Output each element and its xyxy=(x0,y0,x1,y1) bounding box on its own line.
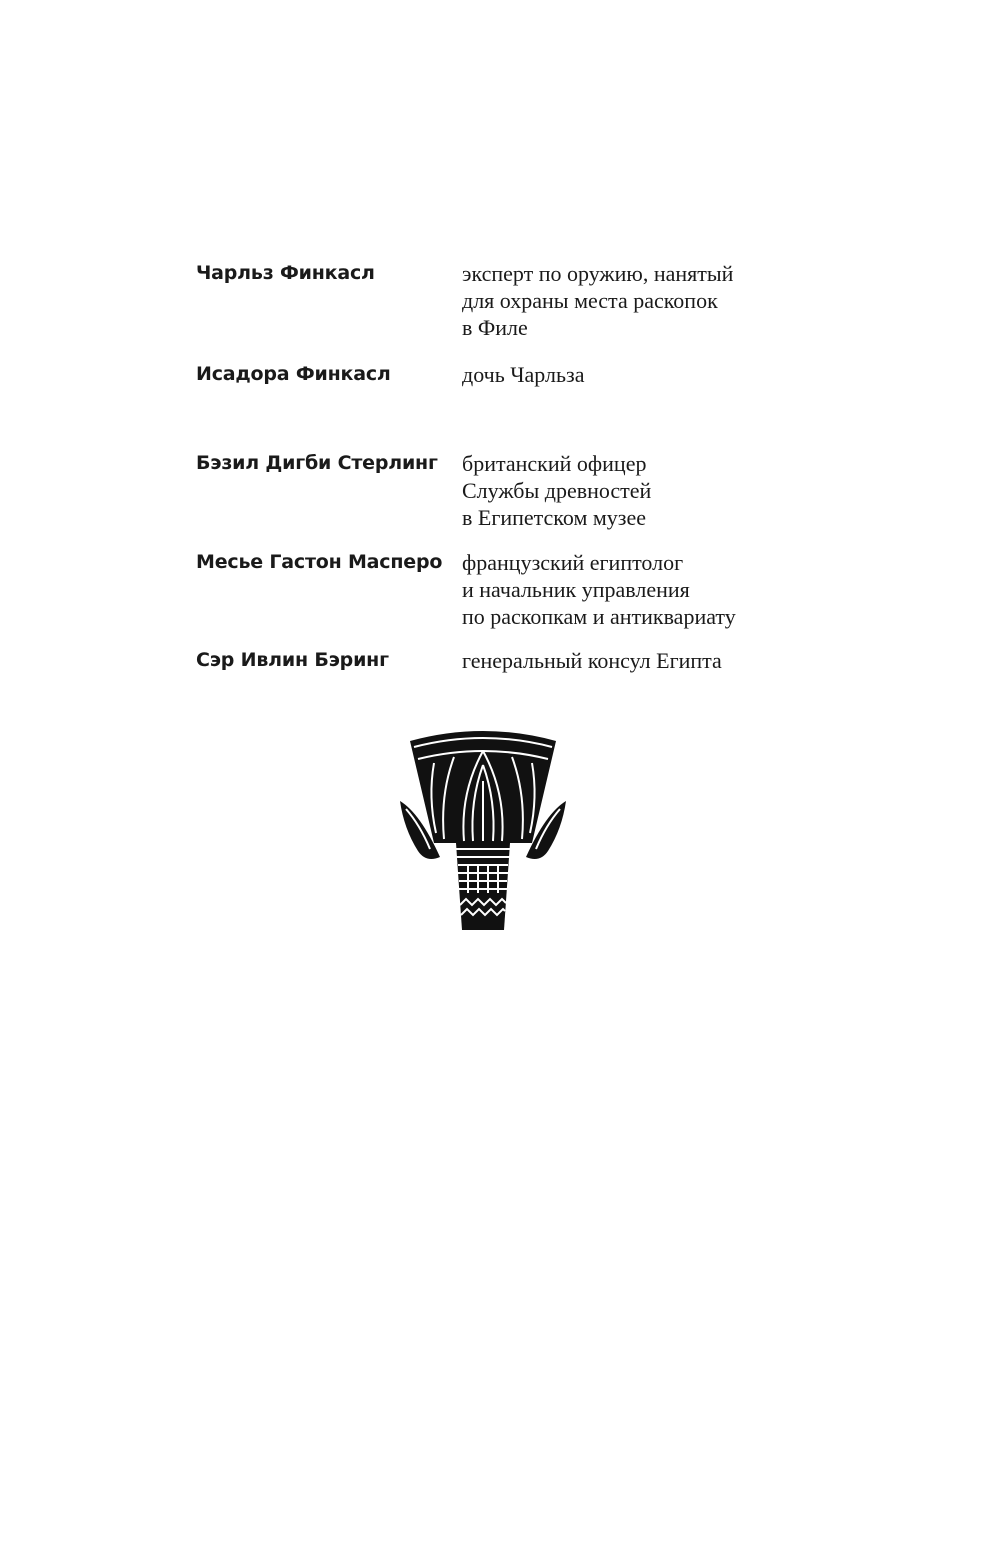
description-line: в Египетском музее xyxy=(462,505,647,530)
character-description xyxy=(462,260,832,341)
description-line: британский офицер xyxy=(462,451,647,476)
character-name: Бэзил Дигби Стерлинг xyxy=(196,452,438,474)
character-name: Месье Гастон Масперо xyxy=(196,551,443,573)
description-line: и начальник управления xyxy=(462,577,690,602)
description-line: эксперт по оружию, нанятый xyxy=(462,261,734,286)
lotus-ornament-icon xyxy=(396,725,570,930)
character-description xyxy=(462,450,832,531)
description-line: Службы древностей xyxy=(462,478,652,503)
character-name: Сэр Ивлин Бэринг xyxy=(196,649,389,671)
description-line: генеральный консул Египта xyxy=(462,648,722,673)
character-name: Исадора Финкасл xyxy=(196,363,391,385)
description-line: для охраны места раскопок xyxy=(462,288,718,313)
character-description xyxy=(462,361,832,388)
description-line: в Филе xyxy=(462,315,528,340)
description-line: французский египтолог xyxy=(462,550,684,575)
character-name: Чарльз Финкасл xyxy=(196,262,375,284)
description-line: дочь Чарльза xyxy=(462,362,585,387)
character-description xyxy=(462,549,832,630)
description-line: по раскопкам и антиквариату xyxy=(462,604,736,629)
character-description xyxy=(462,647,832,674)
